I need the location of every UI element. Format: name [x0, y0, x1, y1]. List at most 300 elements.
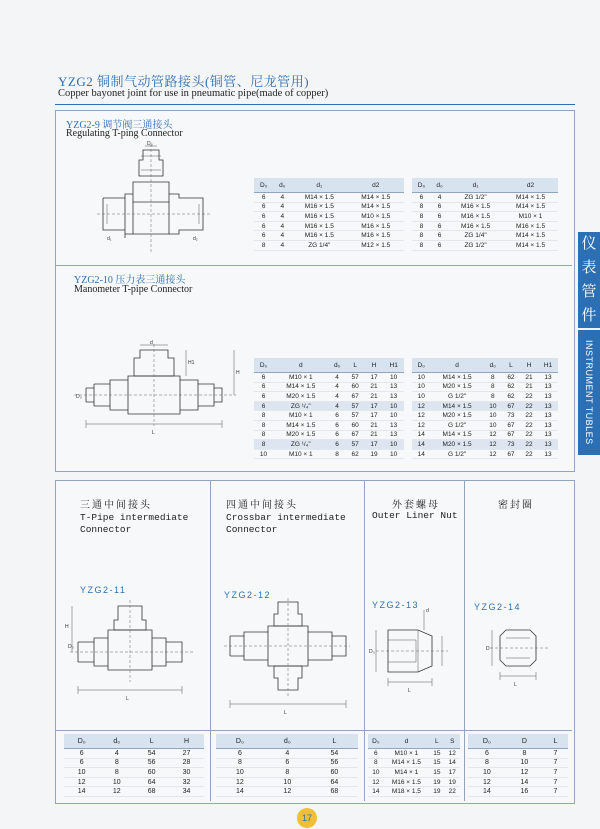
table-row — [216, 787, 358, 797]
col-header: L — [134, 734, 169, 749]
col1-title-en-1: T-Pipe intermediate — [80, 512, 189, 523]
table-cell: 8 — [484, 392, 502, 402]
col1-table-wrap — [64, 734, 204, 797]
table-cell: 62 — [502, 392, 520, 402]
col-header: D₀ — [254, 358, 273, 373]
table-cell: 10 — [484, 401, 502, 411]
table-cell: 7 — [543, 749, 568, 759]
table-row — [254, 231, 404, 241]
table-cell: 22 — [520, 430, 538, 440]
table-cell: 10 — [254, 449, 273, 459]
table-cell: 6 — [254, 202, 273, 212]
table-cell: 22 — [445, 787, 460, 797]
table-cell: ZG ¹/₄" — [273, 440, 328, 450]
row-divider — [56, 730, 572, 731]
table-cell: 12 — [64, 777, 99, 787]
table-cell: M16 × 1.5 — [448, 212, 503, 222]
table-cell: 6 — [431, 212, 448, 222]
table-cell: G 1/2" — [430, 420, 483, 430]
table-cell: 13 — [538, 411, 558, 421]
table-cell: M12 × 1.5 — [348, 240, 404, 250]
table-cell: 19 — [445, 777, 460, 787]
col3-table — [368, 734, 460, 797]
col-header: d2 — [348, 178, 404, 193]
table-cell: 4 — [273, 202, 291, 212]
table-cell: M10 × 1 — [384, 749, 429, 759]
col-header: L — [346, 358, 365, 373]
table-cell: 64 — [311, 777, 358, 787]
table-cell: 10 — [484, 420, 502, 430]
col-header: L — [502, 358, 520, 373]
sec2-table-left-wrap — [254, 358, 404, 459]
col-header: d₁ — [448, 178, 503, 193]
table-cell: 17 — [365, 401, 384, 411]
table-cell: 15 — [429, 749, 444, 759]
col-header: d₀ — [99, 734, 134, 749]
table-cell: 30 — [169, 768, 204, 778]
col-divider — [364, 481, 365, 801]
table-cell: 17 — [445, 768, 460, 778]
sec1-table-left — [254, 178, 404, 251]
table-cell: 4 — [99, 749, 134, 759]
table-cell: 14 — [468, 787, 506, 797]
col-header: H — [365, 358, 384, 373]
table-row — [412, 392, 558, 402]
sec2-table-left — [254, 358, 404, 459]
table-cell: 13 — [538, 420, 558, 430]
table-cell: 12 — [445, 749, 460, 759]
col-header: L — [311, 734, 358, 749]
table-cell: 13 — [538, 401, 558, 411]
sec1-drawing — [95, 140, 215, 260]
col-divider — [464, 481, 465, 801]
page-title-cn: YZG2 铜制气动管路接头(铜管、尼龙管用) — [58, 74, 310, 89]
col2-table — [216, 734, 358, 797]
table-row — [64, 777, 204, 787]
table-cell: M10 × 1 — [503, 212, 558, 222]
table-row — [254, 401, 404, 411]
table-cell: ZG 1/2" — [448, 240, 503, 250]
table-row — [254, 202, 404, 212]
table-cell: 8 — [412, 202, 431, 212]
table-cell: 13 — [383, 382, 404, 392]
sec1-table-right-wrap — [412, 178, 558, 251]
table-cell: 13 — [538, 392, 558, 402]
table-cell: 8 — [412, 221, 431, 231]
table-cell: 10 — [383, 373, 404, 383]
col-header: D₀ — [468, 734, 506, 749]
table-cell: M16 × 1.5 — [348, 221, 404, 231]
sec2-title-en: Manometer T-pipe Connector — [74, 284, 193, 295]
table-cell: 54 — [134, 749, 169, 759]
side-tab-char: 管 — [581, 284, 597, 300]
table-cell: M16 × 1.5 — [448, 221, 503, 231]
table-cell: 7 — [543, 787, 568, 797]
table-cell: M14 × 1.5 — [430, 401, 483, 411]
dim-label-d0: D₀ — [369, 649, 375, 655]
table-cell: 8 — [99, 758, 134, 768]
table-cell: 19 — [429, 777, 444, 787]
table-cell: 68 — [134, 787, 169, 797]
col4-title-cn: 密封圈 — [498, 500, 534, 511]
table-cell: 12 — [506, 768, 543, 778]
col-header: D₀ — [254, 178, 273, 193]
table-cell: 10 — [383, 411, 404, 421]
col2-title-en-2: Connector — [226, 524, 278, 535]
table-row — [468, 787, 568, 797]
col1-title-cn: 三通中间接头 — [80, 500, 152, 511]
table-cell: 12 — [216, 777, 264, 787]
table-header-row — [254, 178, 404, 193]
table-row — [412, 240, 558, 250]
col1-table — [64, 734, 204, 797]
table-cell: 12 — [412, 401, 430, 411]
table-cell: 15 — [429, 768, 444, 778]
col-header: d₀ — [273, 178, 291, 193]
table-cell: 8 — [412, 240, 431, 250]
col1-title-en-2: Connector — [80, 524, 132, 535]
table-cell: 8 — [254, 411, 273, 421]
table-row — [254, 420, 404, 430]
table-row — [254, 430, 404, 440]
table-row — [412, 221, 558, 231]
table-cell: 4 — [273, 212, 291, 222]
table-cell: 4 — [328, 401, 345, 411]
table-cell: 7 — [543, 758, 568, 768]
drawing-nut-body — [388, 630, 432, 672]
col-header: D — [506, 734, 543, 749]
table-cell: M16 × 1.5 — [448, 202, 503, 212]
table-cell: 14 — [64, 787, 99, 797]
table-cell: 21 — [365, 430, 384, 440]
table-row — [64, 749, 204, 759]
table-cell: M14 × 1.5 — [291, 193, 347, 203]
table-cell: M14 × 1.5 — [503, 193, 558, 203]
table-cell: 10 — [216, 768, 264, 778]
table-cell: M16 × 1.5 — [291, 212, 347, 222]
table-cell: 28 — [169, 758, 204, 768]
table-row — [368, 777, 460, 787]
table-cell: 14 — [368, 787, 384, 797]
col4-model: YZG2-14 — [474, 602, 522, 612]
table-cell: 22 — [520, 401, 538, 411]
drawing-left-branch — [103, 194, 133, 238]
table-cell: 21 — [365, 382, 384, 392]
table-cell: 17 — [365, 373, 384, 383]
col-divider — [210, 481, 211, 801]
table-cell: 6 — [264, 758, 311, 768]
table-cell: 13 — [383, 420, 404, 430]
table-row — [64, 768, 204, 778]
table-header-row — [216, 734, 358, 749]
table-cell: 16 — [506, 787, 543, 797]
table-cell: 6 — [431, 240, 448, 250]
table-cell: 6 — [468, 749, 506, 759]
table-cell: 12 — [484, 440, 502, 450]
table-cell: 12 — [468, 777, 506, 787]
col4-table — [468, 734, 568, 797]
table-cell: 64 — [134, 777, 169, 787]
table-row — [468, 758, 568, 768]
table-cell: 10 — [412, 382, 430, 392]
table-cell: M16 × 1.5 — [348, 231, 404, 241]
table-cell: 10 — [99, 777, 134, 787]
dim-label-h: H — [65, 624, 69, 630]
table-cell: ZG 1/2" — [448, 193, 503, 203]
table-cell: 56 — [311, 758, 358, 768]
table-row — [412, 373, 558, 383]
side-tab-char: 仪 — [581, 236, 597, 252]
table-row — [412, 430, 558, 440]
table-cell: 32 — [169, 777, 204, 787]
table-header-row — [412, 178, 558, 193]
dim-label-h1: H1 — [188, 360, 195, 366]
table-cell: G 1/2" — [430, 449, 483, 459]
dim-label-d1: d₁ — [107, 236, 112, 242]
table-row — [254, 193, 404, 203]
table-cell: M14 × 1.5 — [384, 758, 429, 768]
table-cell: 6 — [431, 231, 448, 241]
side-tab-char: 件 — [581, 308, 597, 324]
table-cell: 8 — [506, 749, 543, 759]
table-cell: 21 — [365, 392, 384, 402]
table-cell: 22 — [520, 449, 538, 459]
table-row — [368, 749, 460, 759]
col-header: D₀ — [368, 734, 384, 749]
table-cell: 4 — [264, 749, 311, 759]
table-cell: M14 × 1.5 — [348, 202, 404, 212]
table-row — [412, 231, 558, 241]
table-header-row — [468, 734, 568, 749]
col-header: H — [169, 734, 204, 749]
table-cell: 62 — [502, 382, 520, 392]
table-row — [412, 440, 558, 450]
table-cell: M14 × 1 — [384, 768, 429, 778]
table-cell: 12 — [264, 787, 311, 797]
dim-line-l — [230, 700, 346, 708]
table-cell: 14 — [412, 430, 430, 440]
table-row — [254, 392, 404, 402]
table-cell: 6 — [431, 202, 448, 212]
table-cell: 7 — [543, 768, 568, 778]
table-cell: 14 — [412, 440, 430, 450]
table-cell: M20 × 1.5 — [430, 411, 483, 421]
table-cell: 10 — [468, 768, 506, 778]
dim-label-h: H — [236, 370, 240, 376]
sec2-title-cn: YZG2-10 压力表三通接头 — [74, 275, 186, 286]
table-cell: M14 × 1.5 — [273, 382, 328, 392]
table-cell: 8 — [216, 758, 264, 768]
table-row — [216, 758, 358, 768]
table-row — [254, 240, 404, 250]
table-cell: 60 — [311, 768, 358, 778]
col-header: d₀ — [264, 734, 311, 749]
table-cell: 6 — [254, 392, 273, 402]
table-cell: 73 — [502, 440, 520, 450]
col1-model: YZG2-11 — [80, 585, 127, 595]
table-cell: M14 × 1.5 — [348, 193, 404, 203]
table-cell: 12 — [368, 777, 384, 787]
table-cell: 13 — [383, 430, 404, 440]
col-header: D₀ — [216, 734, 264, 749]
col2-title-cn: 四通中间接头 — [226, 500, 298, 511]
table-cell: 57 — [346, 373, 365, 383]
table-cell: 4 — [273, 221, 291, 231]
table-cell: 7 — [543, 777, 568, 787]
col3-model: YZG2-13 — [372, 600, 420, 610]
col4-table-wrap — [468, 734, 568, 797]
table-cell: M10 × 1 — [273, 373, 328, 383]
table-cell: 12 — [412, 420, 430, 430]
table-cell: 8 — [368, 758, 384, 768]
table-cell: 10 — [484, 411, 502, 421]
table-cell: 67 — [346, 430, 365, 440]
col-header: L — [429, 734, 444, 749]
table-cell: 13 — [538, 430, 558, 440]
table-cell: 62 — [502, 373, 520, 383]
table-cell: M16 × 1.5 — [503, 221, 558, 231]
table-cell: 8 — [99, 768, 134, 778]
dim-lines — [72, 606, 182, 694]
col-header: S — [445, 734, 460, 749]
table-cell: 14 — [216, 787, 264, 797]
sec2-table-right-wrap — [412, 358, 558, 459]
table-cell: 8 — [484, 382, 502, 392]
table-row — [412, 212, 558, 222]
col3-drawing — [368, 606, 460, 696]
table-cell: 6 — [64, 758, 99, 768]
table-cell: 8 — [468, 758, 506, 768]
table-cell: 6 — [254, 212, 273, 222]
page-number: 17 — [297, 808, 317, 828]
col2-title-en-1: Crossbar intermediate — [226, 512, 346, 523]
sec2-drawing — [64, 340, 244, 440]
table-row — [468, 777, 568, 787]
table-cell: 6 — [254, 193, 273, 203]
table-cell: 73 — [502, 411, 520, 421]
table-cell: M16 × 1.5 — [384, 777, 429, 787]
table-row — [468, 768, 568, 778]
col-header: H1 — [383, 358, 404, 373]
table-cell: 19 — [429, 787, 444, 797]
table-row — [412, 420, 558, 430]
table-header-row — [254, 358, 404, 373]
table-cell: 68 — [311, 787, 358, 797]
table-cell: 10 — [368, 768, 384, 778]
page-title-en: Copper bayonet joint for use in pneumatic pipe(made of copper) — [58, 88, 329, 99]
title-divider — [55, 104, 575, 105]
col-header: H — [520, 358, 538, 373]
table-row — [254, 449, 404, 459]
table-cell: 21 — [365, 420, 384, 430]
table-cell: 22 — [520, 420, 538, 430]
table-cell: M14 × 1.5 — [503, 231, 558, 241]
table-cell: M20 × 1.5 — [430, 440, 483, 450]
col-header: d₀ — [431, 178, 448, 193]
col-header: D₀ — [412, 178, 431, 193]
col-header: d — [384, 734, 429, 749]
table-cell: 54 — [311, 749, 358, 759]
table-cell: M10 × 1 — [273, 449, 328, 459]
col-header: d₀ — [484, 358, 502, 373]
col2-drawing — [222, 598, 352, 716]
section-divider — [56, 265, 572, 266]
table-row — [64, 758, 204, 768]
table-cell: 6 — [254, 382, 273, 392]
table-cell: 8 — [254, 420, 273, 430]
table-cell: 6 — [368, 749, 384, 759]
table-cell: 8 — [412, 212, 431, 222]
table-header-row — [368, 734, 460, 749]
table-row — [216, 749, 358, 759]
table-cell: 12 — [484, 449, 502, 459]
dim-label-d2: d₂ — [193, 236, 198, 242]
table-cell: 8 — [254, 440, 273, 450]
col3-title-cn: 外套螺母 — [392, 500, 440, 511]
table-cell: ZG 1/4" — [448, 231, 503, 241]
col-header: H1 — [538, 358, 558, 373]
table-cell: 10 — [506, 758, 543, 768]
table-cell: 34 — [169, 787, 204, 797]
table-row — [412, 449, 558, 459]
table-cell: 10 — [383, 401, 404, 411]
table-cell: 12 — [484, 430, 502, 440]
table-cell: 67 — [502, 449, 520, 459]
side-tab-en: INSTRUMENT TUBLES — [578, 330, 600, 455]
col-header: d₀ — [328, 358, 345, 373]
col-header: D₀ — [64, 734, 99, 749]
table-cell: M14 × 1.5 — [430, 373, 483, 383]
table-row — [254, 373, 404, 383]
table-cell: 4 — [328, 382, 345, 392]
col-header: d₁ — [291, 178, 347, 193]
table-row — [368, 758, 460, 768]
table-cell: 14 — [445, 758, 460, 768]
table-cell: 67 — [502, 420, 520, 430]
table-row — [412, 382, 558, 392]
table-cell: 8 — [254, 430, 273, 440]
drawing-top-fitting — [134, 350, 174, 376]
col3-title-en: Outer Liner Nut — [372, 510, 458, 521]
col1-drawing — [64, 598, 204, 708]
table-row — [412, 411, 558, 421]
table-cell: M20 × 1.5 — [430, 382, 483, 392]
table-cell: 67 — [502, 401, 520, 411]
col-header: d — [273, 358, 328, 373]
table-cell: ZG ¹/₄" — [273, 401, 328, 411]
table-cell: ZG 1/4" — [291, 240, 347, 250]
table-cell: 10 — [64, 768, 99, 778]
table-cell: 10 — [383, 440, 404, 450]
dim-lines — [492, 630, 536, 680]
table-cell: 8 — [328, 449, 345, 459]
table-cell: M16 × 1.5 — [291, 231, 347, 241]
table-cell: 6 — [216, 749, 264, 759]
table-cell: 27 — [169, 749, 204, 759]
table-cell: 57 — [346, 440, 365, 450]
table-cell: M18 × 1.5 — [384, 787, 429, 797]
table-cell: 6 — [254, 401, 273, 411]
table-cell: 60 — [346, 382, 365, 392]
sec1-title-cn: YZG2-9 调节阀三通接头 — [66, 120, 173, 131]
dim-label-d0: D₀ — [76, 394, 82, 400]
table-row — [216, 777, 358, 787]
table-cell: 4 — [273, 193, 291, 203]
table-cell: 12 — [99, 787, 134, 797]
table-cell: 6 — [254, 221, 273, 231]
table-cell: 4 — [273, 231, 291, 241]
table-cell: 10 — [412, 373, 430, 383]
